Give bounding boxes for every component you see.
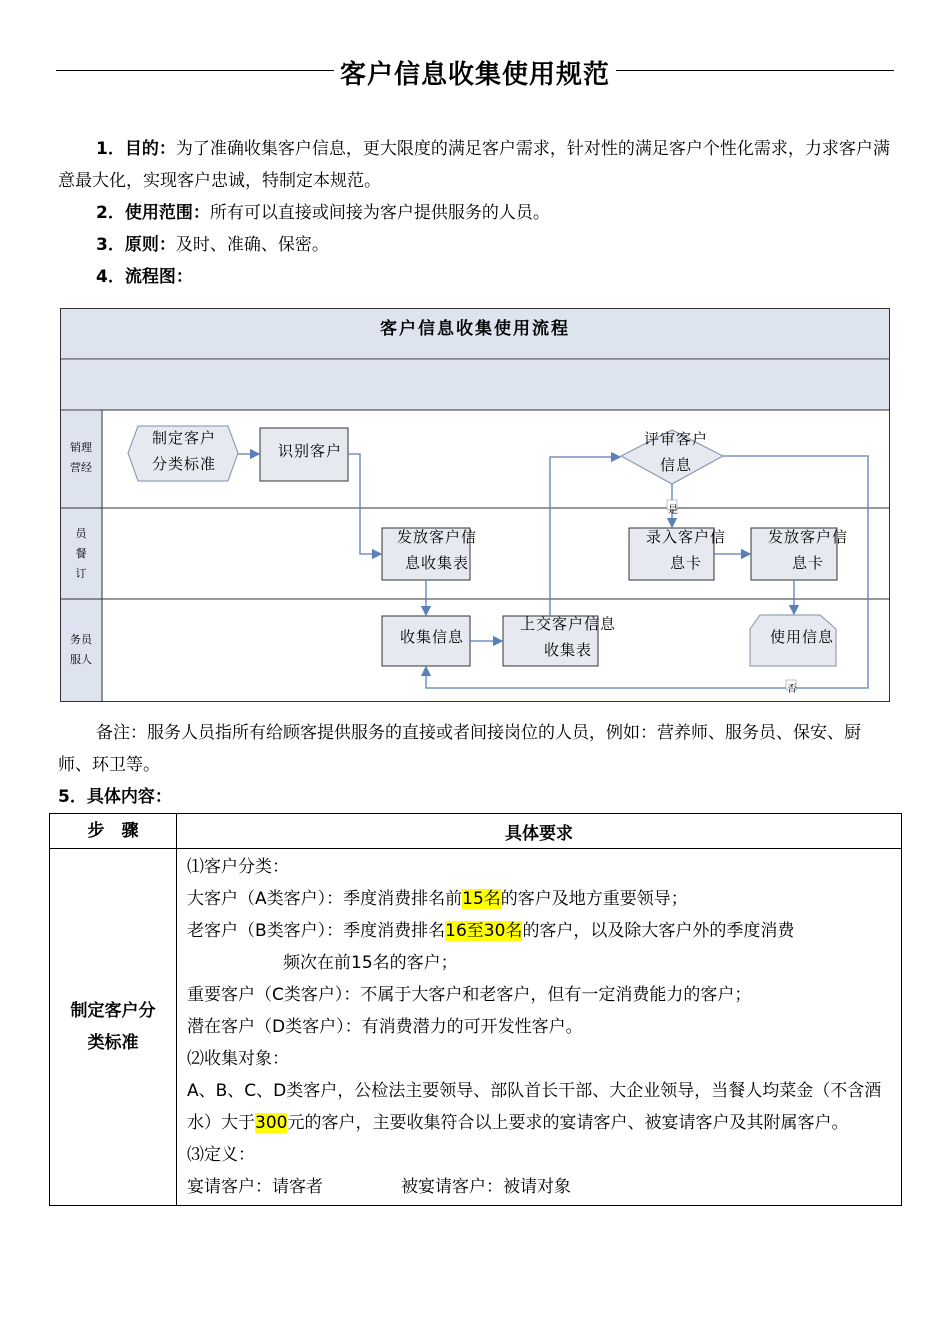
note: 备注：服务人员指所有给顾客提供服务的直接或者间接岗位的人员，例如：营养师、服务员、保安、厨师、环卫等。 [58, 723, 861, 775]
details-heading-label: 5．具体内容： [58, 787, 172, 807]
define-standard-line2: 分类标准 [151, 455, 216, 473]
class-c-line: 重要客户（C类客户）：不属于大客户和老客户，但有一定消费能力的客户； [187, 985, 752, 1005]
class-b-continuation: 频次在前15名的客户； [283, 953, 458, 973]
section-principle [58, 229, 893, 261]
define-standard-label [138, 425, 230, 477]
details-table [49, 813, 902, 1206]
flowchart-title: 客户信息收集使用流程 [380, 319, 570, 339]
item2-title: ⑵收集对象： [187, 1049, 289, 1069]
scope-text: 所有可以直接或间接为客户提供服务的人员。 [209, 203, 550, 223]
step-name-cell [50, 849, 177, 1206]
header-requirements: 具体要求 [177, 814, 902, 849]
submit-form-line1: 上交客户信息 [519, 615, 616, 633]
section-purpose [58, 133, 893, 197]
requirements-cell [177, 849, 902, 1206]
definition-line [187, 1171, 893, 1203]
principle-text: 及时、准确、保密。 [175, 235, 329, 255]
class-a-text-end: 的客户及地方重要领导； [500, 889, 688, 909]
issue-card-line1: 发放客户信 [767, 528, 848, 546]
amount-highlight: 300 [255, 1113, 288, 1133]
class-a-highlight: 15名 [462, 889, 501, 909]
issue-form-line2: 息收集表 [404, 554, 469, 572]
table-row [50, 849, 902, 1206]
class-d-line: 潜在客户（D类客户）：有消费潜力的可开发性客户。 [187, 1017, 583, 1037]
header-band [61, 360, 889, 410]
collection-target-end: 元的客户，主要收集符合以上要求的宴请客户、被宴请客户及其附属客户。 [287, 1113, 849, 1133]
collection-target-start: A、B、C、D类客户，公检法主要领导、部队首长干部、大企业领导，当餐人均菜金（不含酒水）大于 [187, 1081, 882, 1133]
collection-target-text [187, 1075, 893, 1139]
class-b-text-end: 的客户，以及除大客户外的季度消费 [522, 921, 795, 941]
lane-label-booking-staff: 员 餐 订 [75, 527, 87, 580]
enter-card-line2: 息卡 [669, 554, 702, 572]
table-header-row [50, 814, 902, 849]
review-line2: 信息 [659, 456, 692, 474]
purpose-text: 为了准确收集客户信息，更大限度的满足客户需求，针对性的满足客户个性化需求，力求客户满意最大化，实现客户忠诚，特制定本规范。 [58, 139, 890, 191]
section-details-heading [58, 781, 893, 813]
lane-label-service-staff: 务员 服人 [70, 633, 92, 666]
definition-host: 宴请客户：请客者 [187, 1177, 323, 1197]
yes-label: 是 [668, 505, 678, 516]
identify-customer-label: 识别客户 [277, 442, 342, 460]
no-label: 否 [787, 684, 797, 695]
page-title: 客户信息收集使用规范 [0, 54, 950, 91]
issue-card-label [748, 524, 868, 576]
submit-form-line2: 收集表 [543, 641, 592, 659]
class-b-highlight: 16至30名 [445, 921, 523, 941]
header-step: 步 骤 [50, 814, 177, 849]
review-label [630, 426, 722, 478]
enter-card-line1: 录入客户信 [645, 528, 726, 546]
class-a-line [187, 883, 893, 915]
class-a-text: 大客户（A类客户）：季度消费排名前 [187, 889, 463, 909]
flowchart [60, 308, 890, 702]
section-scope [58, 197, 893, 229]
use-info-label: 使用信息 [769, 628, 834, 646]
section-flowchart-heading [58, 261, 893, 293]
definition-guest: 被宴请客户：被请对象 [401, 1177, 571, 1197]
flowchart-heading-label: 4．流程图： [96, 267, 193, 287]
issue-form-label [382, 524, 492, 576]
scope-label: 2．使用范围： [96, 203, 210, 223]
issue-card-line2: 息卡 [791, 554, 824, 572]
item1-title: ⑴客户分类： [187, 857, 289, 877]
step-name: 制定客户分类标准 [70, 1001, 156, 1053]
class-b-line [187, 915, 893, 947]
submit-form-label [503, 611, 633, 663]
issue-form-line1: 发放客户信 [396, 528, 477, 546]
enter-card-label [626, 524, 746, 576]
collect-info-label: 收集信息 [399, 628, 464, 646]
item3-title: ⑶定义： [187, 1145, 255, 1165]
lane-label-sales-manager: 销理 营经 [70, 441, 92, 474]
define-standard-line1: 制定客户 [151, 429, 216, 447]
review-line1: 评审客户 [643, 430, 708, 448]
class-b-text: 老客户（B类客户）：季度消费排名 [187, 921, 446, 941]
purpose-label: 1．目的： [96, 139, 176, 159]
principle-label: 3．原则： [96, 235, 176, 255]
